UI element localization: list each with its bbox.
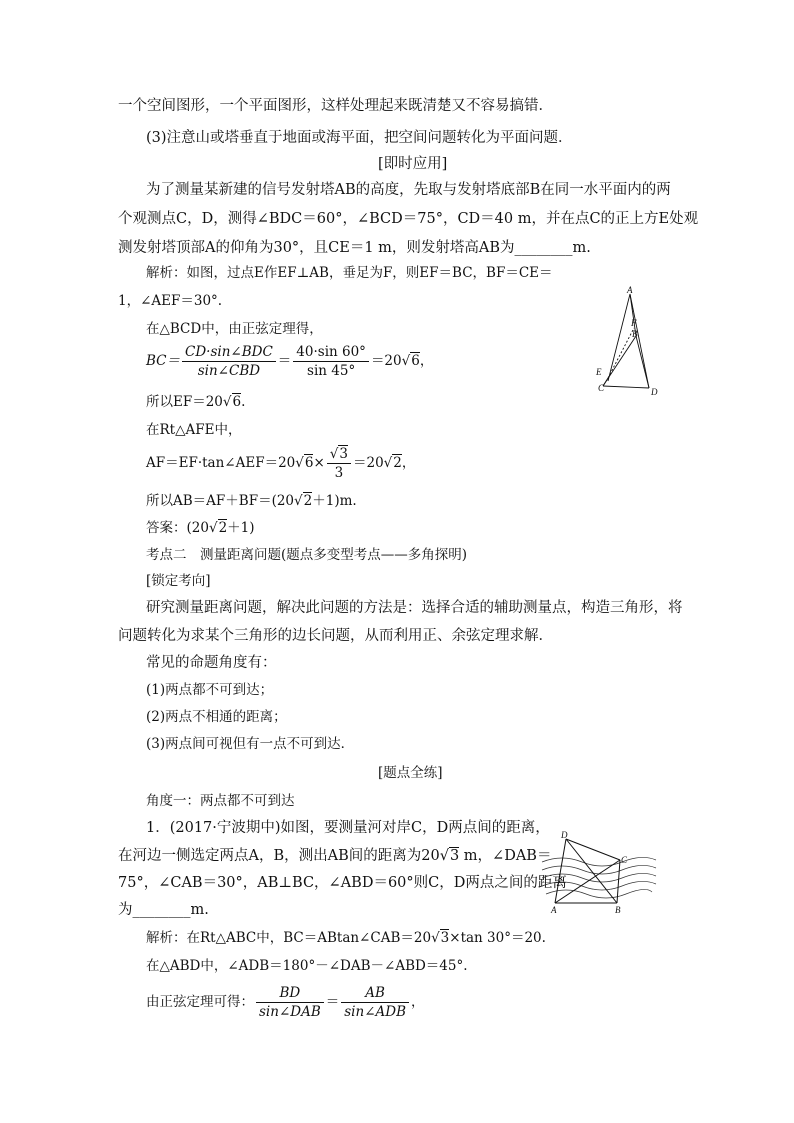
- problem-text: 为了测量某新建的信号发射塔AB的高度，先取与发射塔底部B在同一水平面内的两: [146, 182, 671, 198]
- solution-text: 解析：在Rt△ABC中，BC＝ABtan∠CAB＝20√3×tan 30°＝20.: [146, 930, 546, 946]
- problem-text: 在河边一侧选定两点A，B，测出AB间的距离为20√3 m，∠DAB＝: [118, 848, 552, 864]
- solution-text: 在△ABD中，∠ADB＝180°－∠DAB－∠ABD＝45°.: [146, 958, 468, 974]
- list-item: (3)两点间可视但有一点不可到达．: [146, 736, 355, 752]
- formula-bc: BC＝ $\frac{\text{CD·sin∠BDC}}{\text{sin∠CBD}}$ ＝ $\frac{40\cdot\sin 60^\circ}{\sin 45^\circ}$ ＝20√6，: [146, 344, 434, 379]
- list-item: (1)两点都不可到达；: [146, 682, 274, 698]
- formula-sine-law: 由正弦定理可得： $\frac{BD}{\text{sin∠DAB}}$ ＝ $\frac{AB}{\text{sin∠ADB}}$ ，: [146, 985, 425, 1020]
- solution-text: 所以EF＝20√6.: [146, 394, 246, 410]
- section-heading: [题点全练]: [378, 765, 443, 781]
- problem-text: 75°，∠CAB＝30°，AB⊥BC，∠ABD＝60°则C，D两点之间的距离: [118, 875, 567, 891]
- label-c: C: [598, 383, 605, 393]
- problem-text: 1．(2017·宁波期中)如图，要测量河对岸C，D两点间的距离，: [146, 820, 550, 836]
- label-a2: A: [551, 905, 557, 915]
- tower-figure: [590, 284, 670, 399]
- problem-text: 个观测点C，D，测得∠BDC＝60°，∠BCD＝75°，CD＝40 m，并在点C的正上方E处观: [118, 211, 699, 227]
- river-figure: [540, 830, 660, 920]
- answer-text: 答案：(20√2＋1): [146, 520, 255, 536]
- label-a: A: [627, 285, 633, 295]
- solution-text: 1，∠AEF＝30°.: [118, 293, 223, 309]
- problem-text: 为________m.: [118, 902, 209, 918]
- text-line: 一个空间图形，一个平面图形，这样处理起来既清楚又不容易搞错．: [118, 98, 553, 114]
- list-item: (2)两点不相通的距离；: [146, 709, 287, 725]
- section-heading: [即时应用]: [378, 156, 448, 172]
- paragraph-text: 问题转化为求某个三角形的边长问题，从而利用正、余弦定理求解．: [118, 628, 553, 644]
- paragraph-text: 研究测量距离问题，解决此问题的方法是：选择合适的辅助测量点，构造三角形，将: [146, 600, 683, 616]
- section-heading: [锁定考向]: [146, 573, 211, 589]
- text-line: (3)注意山或塔垂直于地面或海平面，把空间问题转化为平面问题．: [146, 130, 573, 146]
- formula-af: AF＝EF·tan∠AEF＝20√6× $\frac{√3}{3}$ ＝20√2，: [146, 446, 416, 481]
- label-f: F: [631, 318, 637, 328]
- label-d: D: [651, 387, 658, 397]
- label-e: E: [596, 367, 602, 377]
- solution-text: 解析：如图，过点E作EF⊥AB，垂足为F，则EF＝BC，BF＝CE＝: [146, 265, 553, 281]
- solution-text: 所以AB＝AF＋BF＝(20√2＋1)m.: [146, 493, 357, 509]
- paragraph-text: 常见的命题角度有：: [146, 655, 277, 671]
- label-b: B: [632, 329, 638, 339]
- label-c2: C: [621, 855, 628, 865]
- label-b2: B: [615, 905, 621, 915]
- angle-heading: 角度一：两点都不可到达: [146, 793, 295, 809]
- solution-text: 在△BCD中，由正弦定理得，: [146, 321, 323, 337]
- solution-text: 在Rt△AFE中，: [146, 422, 242, 438]
- section-title: 考点二 测量距离问题(题点多变型考点——多角探明): [146, 547, 468, 563]
- problem-text: 测发射塔顶部A的仰角为30°，且CE＝1 m，则发射塔高AB为________m.: [118, 240, 591, 256]
- label-d2: D: [561, 830, 568, 840]
